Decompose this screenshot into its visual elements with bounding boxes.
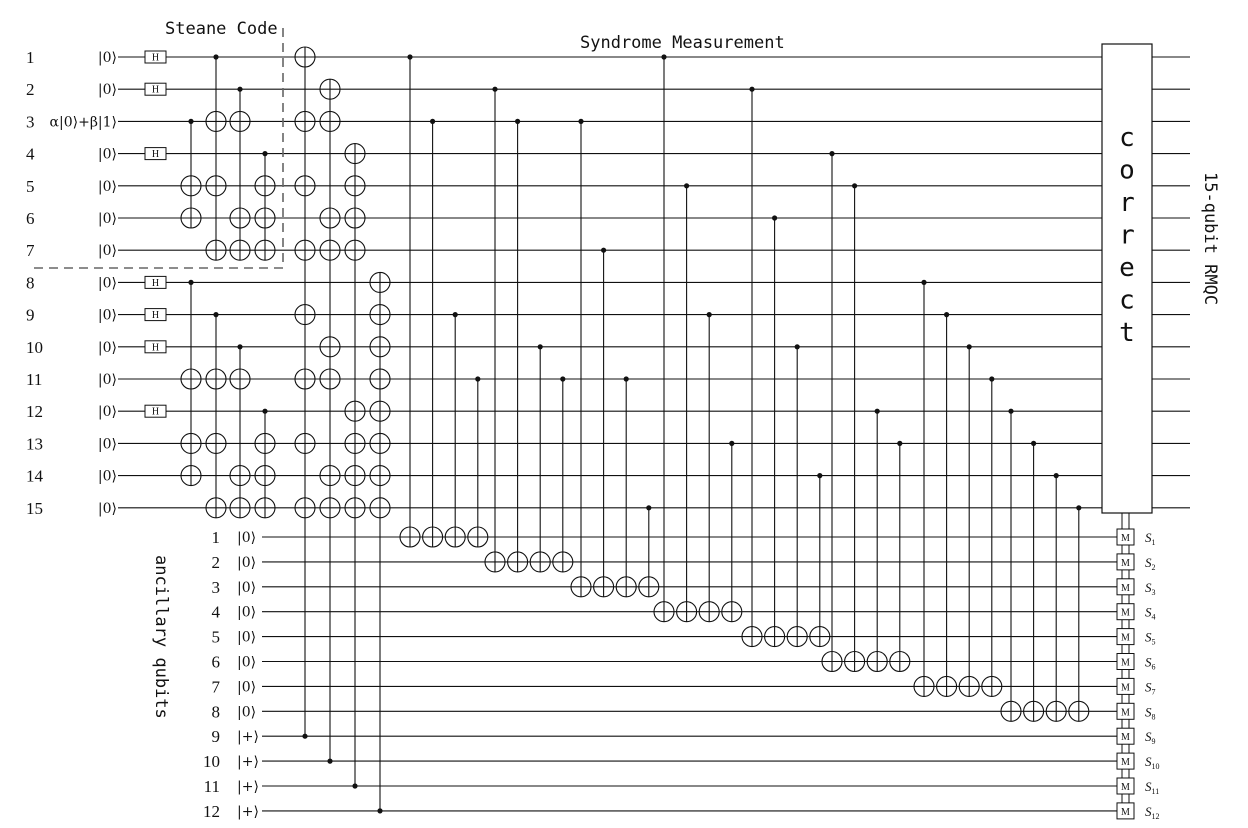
syndrome-cnot-target	[699, 602, 719, 622]
measurement-gate	[1117, 554, 1134, 570]
syndrome-cnot-target	[530, 552, 550, 572]
data-qubit-number: 3	[26, 112, 35, 132]
svg-text:M: M	[1121, 806, 1130, 818]
syndrome-cnot-control	[729, 441, 734, 446]
encoding-cnot-target	[206, 176, 226, 196]
syndrome-measurement-title: Syndrome Measurement	[580, 33, 785, 53]
syndrome-cnot-target	[1024, 701, 1044, 721]
correct-box-label	[1119, 123, 1135, 348]
x-parity-cnot-target	[295, 111, 315, 131]
syndrome-cnot-control	[795, 344, 800, 349]
svg-text:t: t	[1119, 318, 1135, 348]
syndrome-cnot-control	[1076, 505, 1081, 510]
svg-text:M: M	[1121, 533, 1130, 544]
syndrome-cnot-target	[508, 552, 528, 572]
x-parity-cnot-target	[345, 401, 365, 421]
ancilla-qubit-number: 11	[203, 777, 220, 796]
svg-text:M: M	[1121, 657, 1130, 669]
svg-text:M: M	[1121, 632, 1130, 644]
qubit-wires	[118, 57, 1190, 811]
ancilla-qubit-initial-state: |0⟩	[237, 654, 257, 671]
measurement-gate	[1117, 728, 1134, 744]
data-qubit-initial-state: |0⟩	[97, 404, 117, 421]
encoding-cnot-control	[213, 312, 218, 317]
syndrome-cnot-target	[959, 676, 979, 696]
syndrome-cnot-target	[616, 577, 636, 597]
syndrome-cnot-target	[1069, 701, 1089, 721]
hadamard-gate	[145, 341, 166, 354]
measurement-gate	[1117, 529, 1134, 545]
svg-text:H: H	[151, 342, 160, 354]
svg-text:H: H	[151, 277, 160, 289]
cnot-connectors	[191, 57, 1129, 811]
data-qubit-number: 2	[26, 80, 35, 100]
syndrome-label: $S_{11}$	[1145, 779, 1160, 796]
data-qubit-number: 11	[26, 370, 43, 389]
ancilla-qubit-initial-state: |0⟩	[237, 579, 257, 596]
syndrome-cnot-control	[515, 119, 520, 124]
ancilla-qubit-initial-state: |+⟩	[237, 729, 259, 746]
syndrome-cnot-control	[967, 344, 972, 349]
syndrome-label: $S_5$	[1145, 629, 1156, 647]
x-parity-cnot-target	[320, 466, 340, 486]
ancilla-qubit-number: 3	[211, 577, 220, 597]
svg-text:r: r	[1119, 188, 1135, 218]
ancilla-qubit-initial-state: |+⟩	[237, 754, 259, 771]
x-parity-cnot-target	[345, 240, 365, 260]
encoding-cnot-target	[255, 466, 275, 486]
encoding-cnot-target	[230, 240, 250, 260]
x-parity-cnot-target	[320, 240, 340, 260]
svg-text:H: H	[151, 52, 160, 64]
syndrome-cnot-control	[1031, 441, 1036, 446]
syndrome-cnot-target	[485, 552, 505, 572]
encoding-cnot-target	[206, 240, 226, 260]
syndrome-cnot-control	[829, 151, 834, 156]
syndrome-cnot-target	[677, 602, 697, 622]
svg-text:M: M	[1121, 607, 1130, 619]
encoding-cnot-target	[181, 176, 201, 196]
x-parity-cnot-target	[320, 208, 340, 228]
measurement-gate	[1117, 654, 1134, 670]
data-qubit-number: 5	[26, 176, 35, 196]
syndrome-cnot-control	[492, 87, 497, 92]
ancilla-qubit-number: 8	[211, 702, 220, 722]
svg-text:M: M	[1121, 782, 1130, 793]
syndrome-cnot-control	[407, 54, 412, 59]
data-qubit-initial-state: |0⟩	[97, 372, 117, 388]
syndrome-cnot-control	[921, 280, 926, 285]
svg-text:o: o	[1119, 155, 1135, 186]
syndrome-label: $S_1$	[1145, 530, 1156, 547]
encoding-cnot-target	[255, 433, 275, 453]
syndrome-cnot-target	[914, 676, 934, 696]
ancilla-qubit-initial-state: |0⟩	[237, 530, 257, 546]
x-parity-cnot-control	[352, 783, 357, 788]
syndrome-cnot-target	[722, 602, 742, 622]
x-parity-cnot-target	[345, 208, 365, 228]
ancilla-qubit-number: 2	[211, 552, 220, 572]
x-parity-cnot-target	[295, 305, 315, 325]
x-parity-cnot-target	[370, 369, 390, 389]
syndrome-cnot-control	[475, 376, 480, 381]
syndrome-cnot-target	[787, 627, 807, 647]
ancilla-qubit-number: 10	[203, 752, 220, 772]
syndrome-cnot-control	[661, 54, 666, 59]
measurement-gate	[1117, 629, 1134, 645]
svg-text:H: H	[151, 84, 160, 96]
x-parity-cnot-target	[295, 240, 315, 260]
syndrome-label: $S_7$	[1145, 679, 1156, 697]
x-parity-cnot-target	[370, 401, 390, 421]
ancilla-qubit-number: 9	[211, 727, 220, 747]
measurement-gate	[1117, 778, 1134, 794]
data-qubit-number: 4	[26, 144, 35, 164]
ancilla-qubit-number: 4	[211, 602, 220, 622]
data-qubit-initial-state: |0⟩	[97, 243, 117, 260]
syndrome-label: $S_3$	[1145, 579, 1156, 597]
syndrome-cnot-control	[707, 312, 712, 317]
encoding-cnot-target	[181, 433, 201, 453]
syndrome-cnot-target	[890, 652, 910, 672]
svg-text:M: M	[1121, 682, 1130, 694]
syndrome-label: $S_2$	[1145, 554, 1156, 572]
svg-text:r: r	[1119, 220, 1135, 251]
data-qubit-number: 10	[26, 337, 43, 357]
ancilla-qubit-initial-state: |+⟩	[237, 803, 259, 820]
encoding-cnot-control	[188, 119, 193, 124]
data-qubit-number: 1	[26, 48, 35, 67]
encoding-cnot-target	[206, 498, 226, 518]
x-parity-cnot-control	[302, 734, 307, 739]
x-parity-cnot-target	[370, 466, 390, 486]
ancilla-qubit-initial-state: |0⟩	[237, 604, 257, 621]
x-parity-cnot-target	[370, 305, 390, 325]
x-parity-cnot-target	[370, 337, 390, 357]
encoding-cnot-control	[262, 151, 267, 156]
syndrome-cnot-target	[822, 652, 842, 672]
x-parity-cnot-control	[377, 808, 382, 813]
syndrome-cnot-control	[560, 376, 565, 381]
encoding-cnot-control	[237, 87, 242, 92]
x-parity-cnot-target	[345, 144, 365, 164]
measurement-gate	[1117, 678, 1134, 694]
svg-text:M: M	[1121, 707, 1130, 719]
data-qubit-number: 14	[26, 466, 43, 486]
svg-text:H: H	[151, 406, 160, 418]
syndrome-label: $S_4$	[1145, 604, 1156, 622]
svg-text:e: e	[1119, 253, 1135, 283]
data-qubit-initial-state: |0⟩	[97, 500, 117, 517]
svg-text:H: H	[151, 310, 160, 322]
syndrome-cnot-control	[897, 441, 902, 446]
syndrome-cnot-target	[845, 652, 865, 672]
x-parity-cnot-target	[345, 433, 365, 453]
x-parity-cnot-target	[345, 498, 365, 518]
syndrome-cnot-target	[468, 527, 488, 547]
ancilla-qubit-number: 7	[211, 677, 220, 697]
syndrome-cnot-control	[624, 376, 629, 381]
encoding-cnot-target	[181, 466, 201, 486]
syndrome-cnot-target	[639, 577, 659, 597]
syndrome-cnot-target	[400, 527, 420, 547]
x-parity-cnot-target	[295, 433, 315, 453]
encoding-cnot-target	[230, 111, 250, 131]
encoding-cnot-target	[230, 498, 250, 518]
encoding-cnot-control	[188, 280, 193, 285]
hadamard-gate	[145, 276, 166, 289]
syndrome-cnot-target	[982, 676, 1002, 696]
ancilla-qubit-number: 1	[211, 528, 220, 547]
encoding-cnot-target	[255, 176, 275, 196]
syndrome-cnot-control	[989, 376, 994, 381]
data-qubit-initial-state: |0⟩	[97, 436, 117, 453]
x-parity-cnot-target	[295, 47, 315, 67]
measurement-gate	[1117, 803, 1134, 819]
x-parity-cnot-target	[295, 369, 315, 389]
gates	[145, 47, 1134, 819]
syndrome-cnot-control	[1008, 409, 1013, 414]
x-parity-cnot-target	[320, 337, 340, 357]
syndrome-cnot-control	[1054, 473, 1059, 478]
syndrome-cnot-control	[601, 248, 606, 253]
x-parity-cnot-target	[320, 79, 340, 99]
syndrome-cnot-target	[445, 527, 465, 547]
x-parity-cnot-target	[295, 498, 315, 518]
encoding-cnot-target	[181, 208, 201, 228]
x-parity-cnot-target	[320, 369, 340, 389]
svg-text:H: H	[151, 149, 160, 161]
syndrome-label: $S_{10}$	[1145, 754, 1160, 772]
syndrome-cnot-control	[684, 183, 689, 188]
ancilla-qubit-number: 5	[211, 627, 220, 647]
svg-text:M: M	[1121, 757, 1130, 769]
syndrome-cnot-control	[944, 312, 949, 317]
x-parity-cnot-target	[345, 466, 365, 486]
ancilla-qubit-initial-state: |0⟩	[237, 679, 257, 696]
ancilla-qubit-initial-state: |0⟩	[237, 704, 257, 721]
encoding-cnot-target	[230, 369, 250, 389]
hadamard-gate	[145, 148, 166, 161]
encoding-cnot-control	[262, 409, 267, 414]
encoding-cnot-target	[181, 369, 201, 389]
data-qubit-initial-state: |0⟩	[97, 468, 117, 485]
syndrome-label: $S_8$	[1145, 704, 1156, 722]
syndrome-cnot-target	[1001, 701, 1021, 721]
syndrome-cnot-target	[654, 602, 674, 622]
ancilla-qubit-initial-state: |+⟩	[237, 779, 259, 795]
hadamard-gate	[145, 51, 166, 64]
syndrome-cnot-target	[594, 577, 614, 597]
hadamard-gate	[145, 309, 166, 322]
x-parity-cnot-target	[345, 176, 365, 196]
syndrome-cnot-control	[749, 87, 754, 92]
syndrome-cnot-control	[646, 505, 651, 510]
encoding-cnot-target	[206, 369, 226, 389]
data-qubit-initial-state: |0⟩	[97, 307, 117, 324]
encoding-cnot-target	[255, 240, 275, 260]
ancillary-qubits-label: ancillary qubits	[151, 555, 171, 719]
svg-text:M: M	[1121, 732, 1130, 744]
data-qubit-number: 13	[26, 434, 43, 454]
encoding-cnot-control	[213, 54, 218, 59]
syndrome-label: $S_{12}$	[1145, 803, 1160, 821]
syndrome-cnot-target	[867, 652, 887, 672]
svg-text:c: c	[1119, 285, 1135, 316]
syndrome-cnot-target	[423, 527, 443, 547]
data-qubit-number: 6	[26, 209, 35, 228]
hadamard-gate	[145, 405, 166, 418]
syndrome-cnot-target	[1046, 701, 1066, 721]
svg-text:c: c	[1119, 123, 1135, 153]
data-qubit-initial-state: |0⟩	[97, 211, 117, 227]
data-qubit-initial-state: α|0⟩+β|1⟩	[49, 114, 117, 131]
syndrome-cnot-control	[538, 344, 543, 349]
data-qubit-initial-state: |0⟩	[97, 50, 117, 66]
steane-code-title: Steane Code	[165, 19, 278, 39]
svg-text:M: M	[1121, 582, 1130, 594]
encoding-cnot-target	[206, 433, 226, 453]
syndrome-cnot-control	[453, 312, 458, 317]
measurement-gate	[1117, 579, 1134, 595]
hadamard-gate	[145, 83, 166, 96]
data-qubit-number: 7	[26, 241, 35, 261]
syndrome-cnot-control	[875, 409, 880, 414]
data-qubit-initial-state: |0⟩	[97, 275, 117, 292]
svg-text:M: M	[1121, 557, 1130, 569]
syndrome-cnot-target	[765, 627, 785, 647]
data-qubit-number: 12	[26, 402, 43, 422]
encoding-cnot-target	[255, 208, 275, 228]
data-qubit-number: 15	[26, 498, 43, 518]
x-parity-cnot-target	[295, 176, 315, 196]
measurement-gate	[1117, 604, 1134, 620]
data-qubit-initial-state: |0⟩	[97, 178, 117, 195]
syndrome-cnot-control	[430, 119, 435, 124]
encoding-cnot-target	[206, 111, 226, 131]
x-parity-cnot-target	[320, 111, 340, 131]
ancilla-qubit-number: 6	[211, 652, 220, 672]
measurement-gate	[1117, 703, 1134, 719]
data-qubit-number: 8	[26, 273, 35, 293]
encoding-cnot-target	[230, 208, 250, 228]
data-qubit-initial-state: |0⟩	[97, 82, 117, 99]
syndrome-cnot-target	[553, 552, 573, 572]
syndrome-cnot-target	[742, 627, 762, 647]
x-parity-cnot-target	[370, 498, 390, 518]
x-parity-cnot-control	[327, 759, 332, 764]
data-qubit-initial-state: |0⟩	[97, 146, 117, 163]
syndrome-cnot-target	[937, 676, 957, 696]
encoding-cnot-target	[230, 466, 250, 486]
ancilla-qubit-initial-state: |0⟩	[237, 554, 257, 571]
ancilla-qubit-number: 12	[203, 801, 220, 821]
encoding-cnot-target	[255, 498, 275, 518]
rmqc-label: 15-qubit RMQC	[1200, 172, 1220, 306]
syndrome-cnot-target	[571, 577, 591, 597]
syndrome-label: $S_6$	[1145, 654, 1156, 672]
measurement-gate	[1117, 753, 1134, 769]
ancilla-qubit-initial-state: |0⟩	[237, 629, 257, 646]
encoding-cnot-control	[237, 344, 242, 349]
data-qubit-initial-state: |0⟩	[97, 339, 117, 356]
syndrome-cnot-control	[772, 215, 777, 220]
x-parity-cnot-target	[320, 498, 340, 518]
data-qubit-number: 9	[26, 305, 35, 325]
syndrome-label: $S_9$	[1145, 729, 1156, 747]
syndrome-cnot-control	[817, 473, 822, 478]
x-parity-cnot-target	[370, 272, 390, 292]
x-parity-cnot-target	[370, 433, 390, 453]
syndrome-cnot-target	[810, 627, 830, 647]
syndrome-cnot-control	[578, 119, 583, 124]
syndrome-cnot-control	[852, 183, 857, 188]
